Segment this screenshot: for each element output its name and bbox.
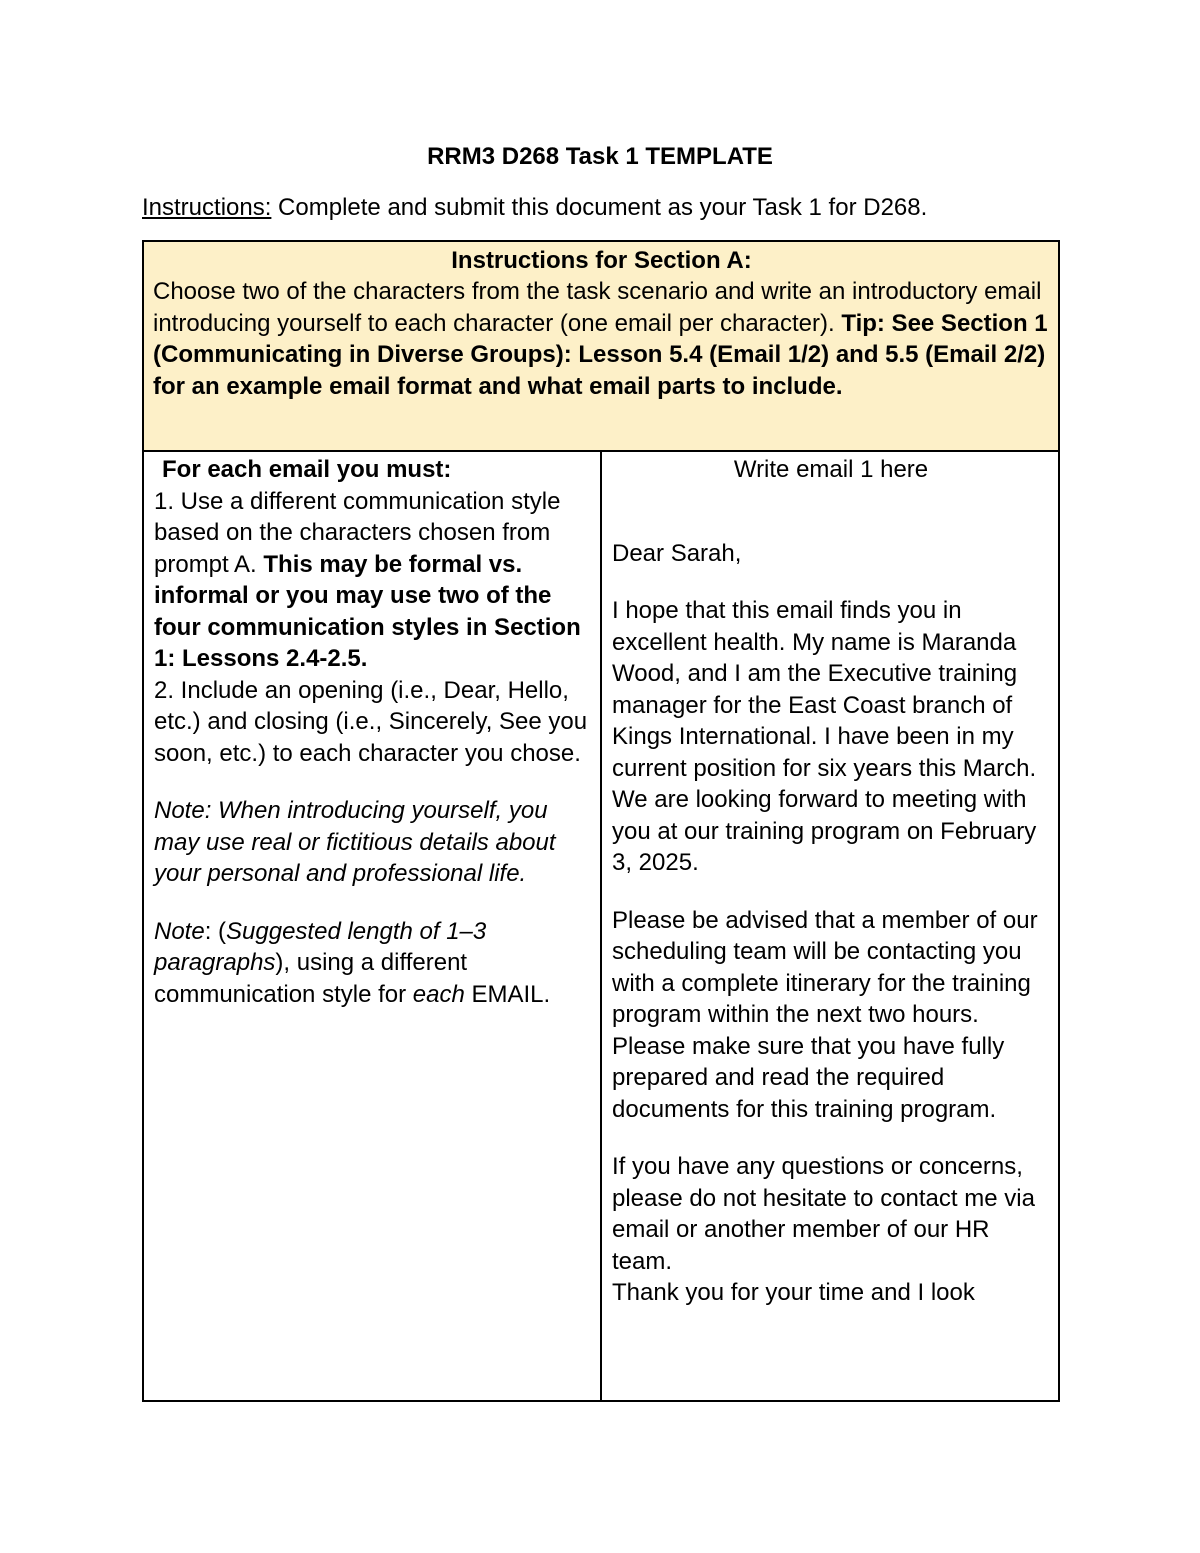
note-length [154, 916, 594, 1011]
requirements-heading: For each email you must: [162, 456, 452, 483]
email-greeting: Dear Sarah, [612, 539, 742, 567]
note-introduction: Note: When introducing yourself, you may use real or fictitious details about your personal and professional life. [154, 797, 556, 887]
requirements-cell [142, 450, 602, 1402]
requirement-item-1-bold: This may be formal vs. informal or you may use two of the four communication styles in Section 1: Lessons 2.4-2.5. [154, 550, 581, 672]
section-a-text: Choose two of the characters from the task scenario and write an introductory email introducing yourself to each character (one email per character). [153, 278, 1042, 337]
instructions-text: Complete and submit this document as your Task 1 for D268. [271, 194, 928, 221]
page-title: RRM3 D268 Task 1 TEMPLATE [427, 143, 773, 170]
email-paragraph-2: Please be advised that a member of our scheduling team will be contacting you with a complete itinerary for the training program within the next two hours. Please make sure that you have fully prepared and read the required documents for this training program. [612, 906, 1038, 1123]
section-a-body [153, 276, 1050, 402]
instructions-label: Instructions: [142, 194, 272, 221]
note-length-sep: : ( [204, 917, 227, 945]
requirement-item-1 [154, 486, 594, 675]
task-table [142, 240, 1060, 1402]
note-length-label: Note [154, 917, 205, 945]
email-1-heading: Write email 1 here [733, 456, 929, 483]
note-length-end: EMAIL. [464, 980, 551, 1008]
note-length-text: ), using a different communication style for [154, 949, 468, 1008]
section-a-header: Instructions for Section A: [451, 247, 752, 274]
instructions-line [142, 193, 1102, 223]
email-1-cell[interactable] [600, 450, 1060, 1402]
requirement-item-2: 2. Include an opening (i.e., Dear, Hello, etc.) and closing (i.e., Sincerely, See you soon, etc.) to each character you chose. [154, 676, 588, 767]
section-a-instructions [142, 240, 1060, 452]
email-paragraph-3: If you have any questions or concerns, please do not hesitate to contact me via email or another member of our HR team. [612, 1153, 1035, 1275]
email-paragraph-1: I hope that this email finds you in excellent health. My name is Maranda Wood, and I am the Executive training manager for the East Coast branch of Kings International. I have been in my current position for six years this March. We are looking forward to meeting with you at our training program on February 3, 2025. [612, 597, 1037, 876]
note-length-each: each [412, 980, 465, 1008]
section-a-tip: Tip: See Section 1 (Communicating in Diverse Groups): Lesson 5.4 (Email 1/2) and 5.5 (Email 2/2) for an example email format and what email parts to include. [153, 309, 1048, 400]
requirement-item-1-text: 1. Use a different communication style based on the characters chosen from prompt A. [154, 487, 561, 578]
note-length-suggestion: Suggested length of 1–3 paragraphs [154, 917, 487, 976]
email-paragraph-4: Thank you for your time and I look [612, 1279, 975, 1306]
